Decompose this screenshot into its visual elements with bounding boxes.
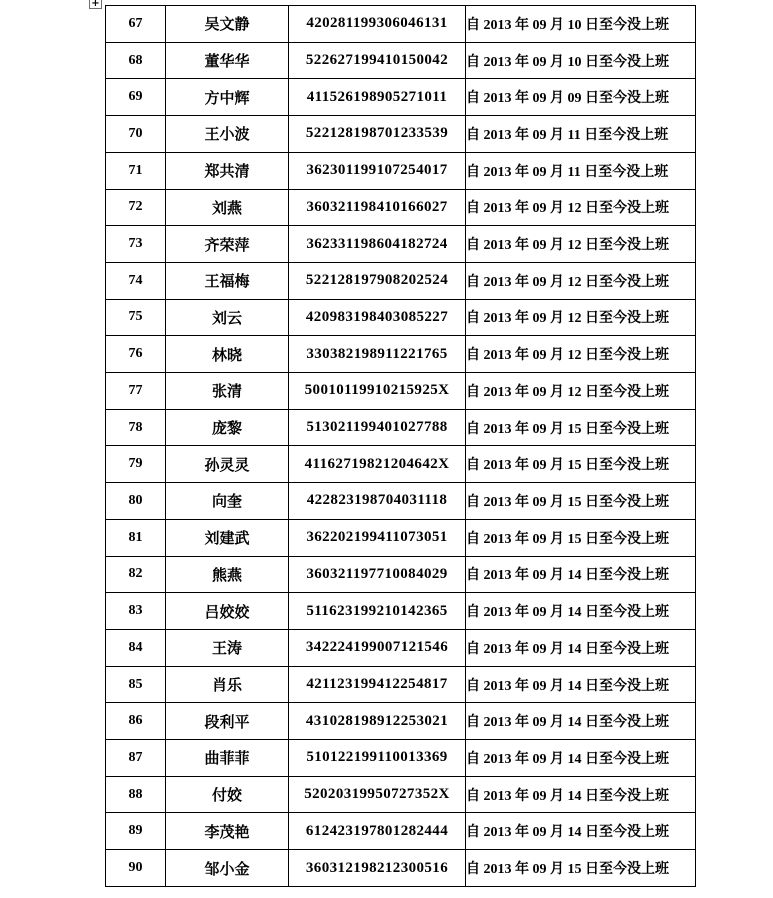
absence-status-cell: 自 2013 年 09 月 10 日至今没上班 xyxy=(466,42,696,79)
table-row xyxy=(106,189,696,226)
table-row xyxy=(106,703,696,740)
table-body xyxy=(106,6,696,887)
id-number-cell: 421123199412254817 xyxy=(289,666,466,703)
absence-status-cell: 自 2013 年 09 月 14 日至今没上班 xyxy=(466,629,696,666)
employee-name-cell: 林晓 xyxy=(166,336,289,373)
employee-name-cell: 李茂艳 xyxy=(166,813,289,850)
id-number-cell: 41162719821204642X xyxy=(289,446,466,483)
table-row xyxy=(106,299,696,336)
employee-name-cell: 庞黎 xyxy=(166,409,289,446)
table-row xyxy=(106,850,696,887)
absence-status-cell: 自 2013 年 09 月 12 日至今没上班 xyxy=(466,262,696,299)
id-number-cell: 50010119910215925X xyxy=(289,373,466,410)
id-number-cell: 362301199107254017 xyxy=(289,152,466,189)
id-number-cell: 420983198403085227 xyxy=(289,299,466,336)
row-number-cell: 70 xyxy=(106,116,166,153)
employee-name-cell: 邹小金 xyxy=(166,850,289,887)
row-number-cell: 80 xyxy=(106,483,166,520)
employee-name-cell: 肖乐 xyxy=(166,666,289,703)
employee-name-cell: 段利平 xyxy=(166,703,289,740)
id-number-cell: 362202199411073051 xyxy=(289,519,466,556)
employee-name-cell: 熊燕 xyxy=(166,556,289,593)
row-number-cell: 72 xyxy=(106,189,166,226)
absence-status-cell: 自 2013 年 09 月 15 日至今没上班 xyxy=(466,850,696,887)
table-row xyxy=(106,116,696,153)
row-number-cell: 89 xyxy=(106,813,166,850)
row-number-cell: 79 xyxy=(106,446,166,483)
employee-name-cell: 曲菲菲 xyxy=(166,740,289,777)
row-number-cell: 76 xyxy=(106,336,166,373)
id-number-cell: 513021199401027788 xyxy=(289,409,466,446)
employee-name-cell: 刘云 xyxy=(166,299,289,336)
absence-status-cell: 自 2013 年 09 月 14 日至今没上班 xyxy=(466,740,696,777)
id-number-cell: 522128197908202524 xyxy=(289,262,466,299)
absence-status-cell: 自 2013 年 09 月 09 日至今没上班 xyxy=(466,79,696,116)
employee-name-cell: 刘建武 xyxy=(166,519,289,556)
table-row xyxy=(106,446,696,483)
id-number-cell: 362331198604182724 xyxy=(289,226,466,263)
employee-name-cell: 张清 xyxy=(166,373,289,410)
table-row xyxy=(106,483,696,520)
id-number-cell: 360321198410166027 xyxy=(289,189,466,226)
id-number-cell: 342224199007121546 xyxy=(289,629,466,666)
id-number-cell: 52020319950727352X xyxy=(289,776,466,813)
absence-status-cell: 自 2013 年 09 月 15 日至今没上班 xyxy=(466,519,696,556)
table-row xyxy=(106,629,696,666)
employee-name-cell: 方中辉 xyxy=(166,79,289,116)
employee-name-cell: 王福梅 xyxy=(166,262,289,299)
table-row xyxy=(106,336,696,373)
absence-status-cell: 自 2013 年 09 月 15 日至今没上班 xyxy=(466,483,696,520)
table-row xyxy=(106,373,696,410)
row-number-cell: 86 xyxy=(106,703,166,740)
row-number-cell: 83 xyxy=(106,593,166,630)
id-number-cell: 511623199210142365 xyxy=(289,593,466,630)
table-row xyxy=(106,776,696,813)
absence-status-cell: 自 2013 年 09 月 15 日至今没上班 xyxy=(466,409,696,446)
table-row xyxy=(106,593,696,630)
absence-status-cell: 自 2013 年 09 月 14 日至今没上班 xyxy=(466,703,696,740)
absence-status-cell: 自 2013 年 09 月 12 日至今没上班 xyxy=(466,226,696,263)
id-number-cell: 360321197710084029 xyxy=(289,556,466,593)
absence-status-cell: 自 2013 年 09 月 14 日至今没上班 xyxy=(466,593,696,630)
id-number-cell: 522128198701233539 xyxy=(289,116,466,153)
table-row xyxy=(106,519,696,556)
employee-name-cell: 王小波 xyxy=(166,116,289,153)
employee-name-cell: 向奎 xyxy=(166,483,289,520)
row-number-cell: 84 xyxy=(106,629,166,666)
employee-name-cell: 付姣 xyxy=(166,776,289,813)
absence-status-cell: 自 2013 年 09 月 15 日至今没上班 xyxy=(466,446,696,483)
table-row xyxy=(106,42,696,79)
id-number-cell: 330382198911221765 xyxy=(289,336,466,373)
row-number-cell: 73 xyxy=(106,226,166,263)
employee-name-cell: 吕姣姣 xyxy=(166,593,289,630)
absence-status-cell: 自 2013 年 09 月 12 日至今没上班 xyxy=(466,189,696,226)
id-number-cell: 422823198704031118 xyxy=(289,483,466,520)
row-number-cell: 68 xyxy=(106,42,166,79)
absence-status-cell: 自 2013 年 09 月 12 日至今没上班 xyxy=(466,373,696,410)
absence-status-cell: 自 2013 年 09 月 10 日至今没上班 xyxy=(466,6,696,43)
absence-status-cell: 自 2013 年 09 月 14 日至今没上班 xyxy=(466,776,696,813)
employee-name-cell: 齐荣萍 xyxy=(166,226,289,263)
row-number-cell: 75 xyxy=(106,299,166,336)
table-row xyxy=(106,152,696,189)
table-row xyxy=(106,226,696,263)
row-number-cell: 88 xyxy=(106,776,166,813)
attendance-table xyxy=(105,5,696,887)
table-row xyxy=(106,262,696,299)
row-number-cell: 69 xyxy=(106,79,166,116)
row-number-cell: 77 xyxy=(106,373,166,410)
absence-status-cell: 自 2013 年 09 月 14 日至今没上班 xyxy=(466,556,696,593)
table-row xyxy=(106,79,696,116)
id-number-cell: 420281199306046131 xyxy=(289,6,466,43)
row-number-cell: 81 xyxy=(106,519,166,556)
row-number-cell: 74 xyxy=(106,262,166,299)
id-number-cell: 360312198212300516 xyxy=(289,850,466,887)
absence-status-cell: 自 2013 年 09 月 12 日至今没上班 xyxy=(466,299,696,336)
row-number-cell: 85 xyxy=(106,666,166,703)
absence-status-cell: 自 2013 年 09 月 11 日至今没上班 xyxy=(466,116,696,153)
row-number-cell: 78 xyxy=(106,409,166,446)
id-number-cell: 411526198905271011 xyxy=(289,79,466,116)
table-row xyxy=(106,6,696,43)
row-number-cell: 90 xyxy=(106,850,166,887)
id-number-cell: 522627199410150042 xyxy=(289,42,466,79)
row-number-cell: 67 xyxy=(106,6,166,43)
employee-name-cell: 郑共清 xyxy=(166,152,289,189)
table-row xyxy=(106,556,696,593)
id-number-cell: 431028198912253021 xyxy=(289,703,466,740)
absence-status-cell: 自 2013 年 09 月 11 日至今没上班 xyxy=(466,152,696,189)
absence-status-cell: 自 2013 年 09 月 14 日至今没上班 xyxy=(466,666,696,703)
employee-name-cell: 王涛 xyxy=(166,629,289,666)
table-row xyxy=(106,409,696,446)
row-number-cell: 87 xyxy=(106,740,166,777)
employee-name-cell: 孙灵灵 xyxy=(166,446,289,483)
absence-status-cell: 自 2013 年 09 月 14 日至今没上班 xyxy=(466,813,696,850)
id-number-cell: 510122199110013369 xyxy=(289,740,466,777)
employee-name-cell: 吴文静 xyxy=(166,6,289,43)
table-row xyxy=(106,666,696,703)
absence-status-cell: 自 2013 年 09 月 12 日至今没上班 xyxy=(466,336,696,373)
id-number-cell: 612423197801282444 xyxy=(289,813,466,850)
row-number-cell: 71 xyxy=(106,152,166,189)
row-number-cell: 82 xyxy=(106,556,166,593)
table-move-handle-icon[interactable]: + xyxy=(89,0,102,9)
table-row xyxy=(106,740,696,777)
table-row xyxy=(106,813,696,850)
employee-name-cell: 董华华 xyxy=(166,42,289,79)
employee-name-cell: 刘燕 xyxy=(166,189,289,226)
